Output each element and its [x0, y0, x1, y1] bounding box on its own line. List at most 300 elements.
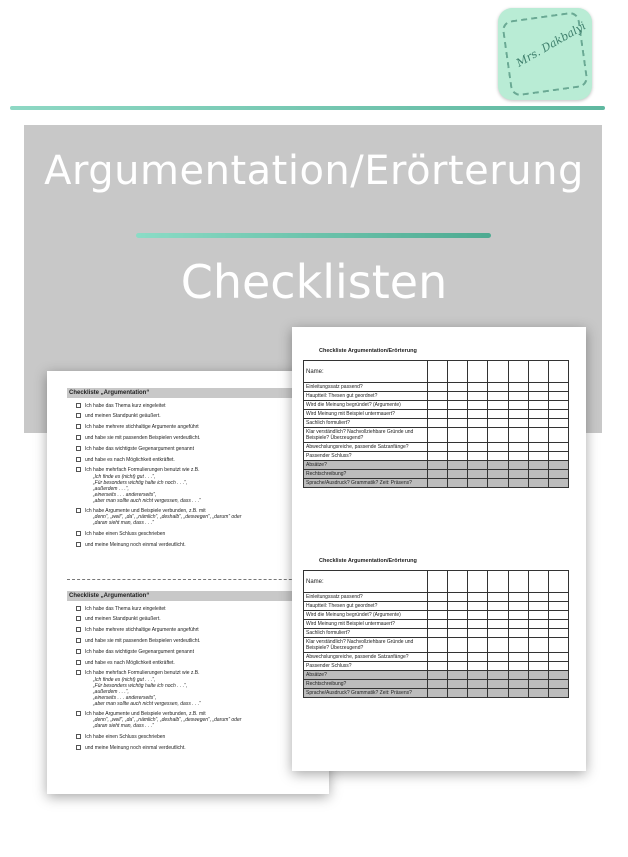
table-row	[304, 671, 569, 680]
criterion-label: Klar verständlich? Nachvollziehbare Gründe und Beispiele? Überzeugend?	[304, 638, 428, 653]
banner-title: Argumentation/Erörterung	[44, 148, 584, 194]
rating-cell[interactable]	[508, 479, 528, 488]
rating-cell[interactable]	[508, 452, 528, 461]
rating-cell[interactable]	[428, 662, 448, 671]
cut-line	[67, 579, 317, 580]
checklist-item	[67, 627, 317, 633]
rating-cell[interactable]	[508, 629, 528, 638]
rating-cell[interactable]	[548, 392, 568, 401]
rating-cell[interactable]	[528, 611, 548, 620]
checkbox[interactable]	[76, 457, 81, 462]
rating-cell[interactable]	[448, 671, 468, 680]
rating-cell[interactable]	[488, 401, 508, 410]
rating-cell[interactable]	[448, 680, 468, 689]
rating-cell[interactable]	[448, 419, 468, 428]
rating-cell[interactable]	[488, 392, 508, 401]
rating-cell[interactable]	[548, 662, 568, 671]
checkbox[interactable]	[76, 660, 81, 665]
rating-cell[interactable]	[488, 611, 508, 620]
rating-cell[interactable]	[528, 638, 548, 653]
rating-cell[interactable]	[548, 443, 568, 452]
argument-checklist-sheet	[47, 371, 329, 794]
name-label: Name:	[304, 571, 428, 593]
rating-cell[interactable]	[508, 428, 528, 443]
rating-cell[interactable]	[468, 410, 488, 419]
criterion-label: Einleitungssatz passend?	[304, 383, 428, 392]
checklist-item	[67, 745, 317, 751]
checkbox[interactable]	[76, 616, 81, 621]
example-phrase: „Für besonders wichtig halte ich noch . . .“,	[93, 479, 188, 486]
rating-cell[interactable]	[468, 361, 488, 383]
rating-cell[interactable]	[508, 620, 528, 629]
rating-cell[interactable]	[488, 653, 508, 662]
table-row	[304, 428, 569, 443]
table-row	[304, 611, 569, 620]
example-phrase: „aber man sollte auch nicht vergessen, dass . . .“	[93, 700, 201, 707]
rating-cell[interactable]	[528, 620, 548, 629]
rating-cell[interactable]	[528, 671, 548, 680]
checklist-item	[67, 638, 317, 644]
example-phrase: „Ich finde es (nicht) gut . . .“,	[93, 676, 156, 683]
banner-divider	[136, 233, 491, 238]
rating-cell[interactable]	[488, 680, 508, 689]
checklist-item-text: Ich habe das wichtigste Gegenargument genannt	[85, 445, 194, 452]
example-phrase: „außerdem . . .“,	[93, 688, 129, 695]
checklist-item	[67, 446, 317, 452]
rating-cell[interactable]	[448, 361, 468, 383]
rating-cell[interactable]	[528, 662, 548, 671]
rating-cell[interactable]	[428, 383, 448, 392]
criterion-label: Absätze?	[304, 461, 428, 470]
example-phrase: „außerdem . . .“,	[93, 485, 129, 492]
rating-cell[interactable]	[488, 452, 508, 461]
rating-cell[interactable]	[528, 401, 548, 410]
rating-cell[interactable]	[468, 629, 488, 638]
checklist-item	[67, 508, 317, 514]
checklist-item-text: und habe es nach Möglichkeit entkräftet.	[85, 456, 175, 463]
rating-cell[interactable]	[428, 638, 448, 653]
checklist-item-text: und meinen Standpunkt geäußert.	[85, 413, 161, 420]
rating-cell[interactable]	[448, 620, 468, 629]
rating-cell[interactable]	[448, 410, 468, 419]
checklist-item	[67, 711, 317, 717]
rating-cell[interactable]	[448, 629, 468, 638]
rating-cell[interactable]	[548, 602, 568, 611]
rating-cell[interactable]	[468, 470, 488, 479]
rating-cell[interactable]	[468, 653, 488, 662]
rating-cell[interactable]	[448, 662, 468, 671]
rating-cell[interactable]	[548, 401, 568, 410]
rating-cell[interactable]	[428, 629, 448, 638]
rating-cell[interactable]	[468, 383, 488, 392]
rating-cell[interactable]	[428, 671, 448, 680]
rating-cell[interactable]	[508, 593, 528, 602]
table-row	[304, 383, 569, 392]
rating-cell[interactable]	[488, 419, 508, 428]
rating-cell[interactable]	[428, 428, 448, 443]
criterion-label: Sprache/Ausdruck? Grammatik? Zeit: Präsens?	[304, 479, 428, 488]
rating-cell[interactable]	[548, 361, 568, 383]
rating-cell[interactable]	[428, 593, 448, 602]
criterion-label: Sprache/Ausdruck? Grammatik? Zeit: Präsens?	[304, 689, 428, 698]
rating-cell[interactable]	[448, 689, 468, 698]
checkbox[interactable]	[76, 542, 81, 547]
criterion-label: Rechtschreibung?	[304, 680, 428, 689]
checklist-item-text: Ich habe einen Schluss geschrieben	[85, 530, 166, 537]
example-phrase: „aber man sollte auch nicht vergessen, dass . . .“	[93, 497, 201, 504]
checklist-block	[67, 388, 317, 548]
rating-cell[interactable]	[548, 653, 568, 662]
checklist-item-text: Ich habe das Thema kurz eingeleitet	[85, 605, 166, 612]
checklist-item	[67, 531, 317, 537]
checklist-header: Checkliste „Argumentation“	[67, 388, 317, 398]
rating-cell[interactable]	[508, 410, 528, 419]
rating-cell[interactable]	[468, 479, 488, 488]
rating-cell[interactable]	[468, 620, 488, 629]
rating-cell[interactable]	[428, 452, 448, 461]
rating-cell[interactable]	[468, 671, 488, 680]
checkbox[interactable]	[76, 403, 81, 408]
rating-cell[interactable]	[468, 638, 488, 653]
checkbox[interactable]	[76, 638, 81, 643]
checklist-item	[67, 457, 317, 463]
rating-cell[interactable]	[428, 392, 448, 401]
rating-cell[interactable]	[428, 410, 448, 419]
checklist-item	[67, 435, 317, 441]
rating-cell[interactable]	[488, 638, 508, 653]
rating-cell[interactable]	[448, 653, 468, 662]
rating-cell[interactable]	[468, 689, 488, 698]
rating-cell[interactable]	[488, 689, 508, 698]
table-row	[304, 452, 569, 461]
rating-cell[interactable]	[488, 470, 508, 479]
rating-cell[interactable]	[448, 593, 468, 602]
rating-cell[interactable]	[528, 383, 548, 392]
rating-cell[interactable]	[548, 611, 568, 620]
rating-cell[interactable]	[508, 662, 528, 671]
rating-cell[interactable]	[488, 461, 508, 470]
rating-cell[interactable]	[428, 689, 448, 698]
rating-cell[interactable]	[528, 653, 548, 662]
rating-cell[interactable]	[528, 571, 548, 593]
checklist-item-text: Ich habe Argumente und Beispiele verbunden, z.B. mit	[85, 508, 206, 515]
rating-cell[interactable]	[508, 611, 528, 620]
rating-cell[interactable]	[448, 428, 468, 443]
table-row	[304, 470, 569, 479]
rating-cell[interactable]	[488, 629, 508, 638]
table-title: Checkliste Argumentation/Erörterung	[319, 348, 417, 354]
checklist-item-text: und meine Meinung noch einmal verdeutlicht.	[85, 541, 186, 548]
name-row	[304, 571, 569, 593]
rating-cell[interactable]	[488, 620, 508, 629]
criterion-label: Absätze?	[304, 671, 428, 680]
rating-cell[interactable]	[528, 689, 548, 698]
rating-cell[interactable]	[488, 428, 508, 443]
table-row	[304, 638, 569, 653]
rating-cell[interactable]	[508, 392, 528, 401]
example-phrase: „daran sieht man, dass . . .“	[93, 723, 154, 730]
checkbox[interactable]	[76, 745, 81, 750]
criterion-label: Sachlich formuliert?	[304, 629, 428, 638]
rating-cell[interactable]	[528, 452, 548, 461]
rating-cell[interactable]	[448, 638, 468, 653]
checklist-item-text: und meinen Standpunkt geäußert.	[85, 616, 161, 623]
brand-logo	[498, 8, 592, 100]
checkbox[interactable]	[76, 424, 81, 429]
table-row	[304, 593, 569, 602]
table-row	[304, 602, 569, 611]
criterion-label: Hauptteil: Thesen gut geordnet?	[304, 392, 428, 401]
rating-cell[interactable]	[508, 383, 528, 392]
criterion-label: Wird Meinung mit Beispiel untermauert?	[304, 410, 428, 419]
rating-cell[interactable]	[448, 401, 468, 410]
rating-cell[interactable]	[428, 653, 448, 662]
rating-cell[interactable]	[428, 479, 448, 488]
checklist-item-text: Ich habe mehrfach Formulierungen benutzt wie z.B.	[85, 670, 200, 677]
checkbox[interactable]	[76, 649, 81, 654]
table-row	[304, 620, 569, 629]
checklist-block	[67, 591, 317, 751]
example-phrase: „daran sieht man, dass . . .“	[93, 520, 154, 527]
table-row	[304, 410, 569, 419]
rating-cell[interactable]	[508, 470, 528, 479]
rating-cell[interactable]	[428, 443, 448, 452]
rating-cell[interactable]	[508, 419, 528, 428]
rating-cell[interactable]	[528, 392, 548, 401]
rating-cell[interactable]	[468, 593, 488, 602]
name-row	[304, 361, 569, 383]
rating-cell[interactable]	[468, 662, 488, 671]
checkbox[interactable]	[76, 413, 81, 418]
checklist-item-text: und habe es nach Möglichkeit entkräftet.	[85, 659, 175, 666]
checkbox[interactable]	[76, 531, 81, 536]
rating-cell[interactable]	[488, 361, 508, 383]
criterion-label: Sachlich formuliert?	[304, 419, 428, 428]
rating-cell[interactable]	[528, 629, 548, 638]
rating-cell[interactable]	[468, 428, 488, 443]
checkbox[interactable]	[76, 711, 81, 716]
rating-cell[interactable]	[508, 689, 528, 698]
rating-cell[interactable]	[488, 410, 508, 419]
example-phrase: „Ich finde es (nicht) gut . . .“,	[93, 473, 156, 480]
table-row	[304, 689, 569, 698]
table-row	[304, 653, 569, 662]
table-row	[304, 461, 569, 470]
criterion-label: Abwechslungsreiche, passende Satzanfänge?	[304, 443, 428, 452]
rating-cell[interactable]	[468, 611, 488, 620]
checklist-item	[67, 606, 317, 612]
rating-cell[interactable]	[528, 361, 548, 383]
rating-cell[interactable]	[468, 419, 488, 428]
rating-cell[interactable]	[488, 571, 508, 593]
rating-cell[interactable]	[448, 443, 468, 452]
rating-cell[interactable]	[428, 419, 448, 428]
rating-cell[interactable]	[548, 461, 568, 470]
rating-cell[interactable]	[528, 443, 548, 452]
top-accent-line	[10, 106, 605, 110]
rating-cell[interactable]	[508, 443, 528, 452]
checkbox[interactable]	[76, 467, 81, 472]
table-title: Checkliste Argumentation/Erörterung	[319, 558, 417, 564]
checkbox[interactable]	[76, 435, 81, 440]
rating-cell[interactable]	[548, 479, 568, 488]
rating-cell[interactable]	[528, 461, 548, 470]
rating-cell[interactable]	[528, 593, 548, 602]
rating-cell[interactable]	[508, 361, 528, 383]
table-row	[304, 392, 569, 401]
rating-cell[interactable]	[548, 419, 568, 428]
rating-cell[interactable]	[468, 452, 488, 461]
rating-cell[interactable]	[528, 479, 548, 488]
example-phrase: „einerseits . . . andererseits“,	[93, 694, 157, 701]
banner-subtitle: Checklisten	[180, 255, 448, 309]
checklist-item-text: Ich habe mehrere stichhaltige Argumente angeführt	[85, 424, 199, 431]
checkbox[interactable]	[76, 446, 81, 451]
rating-cell[interactable]	[488, 383, 508, 392]
rating-cell[interactable]	[548, 470, 568, 479]
criterion-label: Abwechslungsreiche, passende Satzanfänge?	[304, 653, 428, 662]
criterion-label: Wird die Meinung begründet? (Argumente)	[304, 401, 428, 410]
criterion-label: Rechtschreibung?	[304, 470, 428, 479]
rating-cell[interactable]	[508, 602, 528, 611]
name-label: Name:	[304, 361, 428, 383]
checklist-item	[67, 616, 317, 622]
checklist-item	[67, 660, 317, 666]
rating-cell[interactable]	[548, 571, 568, 593]
checklist-item-text: Ich habe das wichtigste Gegenargument genannt	[85, 648, 194, 655]
rating-cell[interactable]	[488, 671, 508, 680]
checklist-item-text: und meine Meinung noch einmal verdeutlicht.	[85, 744, 186, 751]
rating-cell[interactable]	[428, 680, 448, 689]
rating-cell[interactable]	[448, 383, 468, 392]
rating-cell[interactable]	[548, 410, 568, 419]
example-phrase: „einerseits . . . andererseits“,	[93, 491, 157, 498]
rating-cell[interactable]	[548, 593, 568, 602]
rating-cell[interactable]	[448, 470, 468, 479]
rating-cell[interactable]	[548, 680, 568, 689]
checklist-item-text: Ich habe mehrere stichhaltige Argumente angeführt	[85, 627, 199, 634]
rating-cell[interactable]	[428, 401, 448, 410]
rating-cell[interactable]	[468, 461, 488, 470]
table-row	[304, 419, 569, 428]
rating-cell[interactable]	[488, 662, 508, 671]
table-row	[304, 479, 569, 488]
rating-cell[interactable]	[468, 680, 488, 689]
checklist-item	[67, 734, 317, 740]
checklist-item	[67, 424, 317, 430]
example-phrase: „denn“, „weil“, „da“, „nämlich“, „deshalb“, „deswegen“, „darum“ oder	[93, 514, 242, 521]
rating-cell[interactable]	[448, 571, 468, 593]
rating-cell[interactable]	[488, 443, 508, 452]
rating-cell[interactable]	[528, 428, 548, 443]
rating-cell[interactable]	[468, 571, 488, 593]
checkbox[interactable]	[76, 508, 81, 513]
checklist-item-text: Ich habe Argumente und Beispiele verbunden, z.B. mit	[85, 711, 206, 718]
criterion-label: Klar verständlich? Nachvollziehbare Gründe und Beispiele? Überzeugend?	[304, 428, 428, 443]
checklist-item	[67, 670, 317, 676]
rating-cell[interactable]	[548, 638, 568, 653]
rating-cell[interactable]	[488, 602, 508, 611]
checklist-item-text: Ich habe mehrfach Formulierungen benutzt wie z.B.	[85, 467, 200, 474]
rating-cell[interactable]	[528, 419, 548, 428]
rating-cell[interactable]	[468, 602, 488, 611]
checkbox[interactable]	[76, 627, 81, 632]
rating-cell[interactable]	[428, 461, 448, 470]
checklist-item-text: Ich habe das Thema kurz eingeleitet	[85, 402, 166, 409]
rating-cell[interactable]	[548, 428, 568, 443]
rating-cell[interactable]	[528, 470, 548, 479]
rating-cell[interactable]	[428, 611, 448, 620]
table-row	[304, 443, 569, 452]
rating-cell[interactable]	[528, 602, 548, 611]
rating-cell[interactable]	[428, 470, 448, 479]
checkbox[interactable]	[76, 734, 81, 739]
rating-cell[interactable]	[528, 680, 548, 689]
checklist-table	[303, 570, 569, 698]
rating-cell[interactable]	[508, 571, 528, 593]
rating-cell[interactable]	[508, 461, 528, 470]
checklist-item-text: Ich habe einen Schluss geschrieben	[85, 733, 166, 740]
checkbox[interactable]	[76, 606, 81, 611]
rating-cell[interactable]	[508, 671, 528, 680]
rating-cell[interactable]	[468, 392, 488, 401]
rating-cell[interactable]	[448, 602, 468, 611]
rating-cell[interactable]	[448, 611, 468, 620]
rating-cell[interactable]	[448, 461, 468, 470]
rating-cell[interactable]	[468, 401, 488, 410]
rating-cell[interactable]	[488, 593, 508, 602]
rating-cell[interactable]	[508, 680, 528, 689]
checklist-item	[67, 467, 317, 473]
rating-cell[interactable]	[448, 479, 468, 488]
rating-cell[interactable]	[548, 689, 568, 698]
rating-cell[interactable]	[508, 638, 528, 653]
checklist-item	[67, 649, 317, 655]
checklist-item	[67, 403, 317, 409]
rating-cell[interactable]	[468, 443, 488, 452]
checkbox[interactable]	[76, 670, 81, 675]
table-row	[304, 401, 569, 410]
rating-cell[interactable]	[548, 452, 568, 461]
checklist-item	[67, 542, 317, 548]
rating-cell[interactable]	[448, 452, 468, 461]
table-row	[304, 662, 569, 671]
criterion-label: Passender Schluss?	[304, 662, 428, 671]
example-phrase: „denn“, „weil“, „da“, „nämlich“, „deshalb“, „deswegen“, „darum“ oder	[93, 717, 242, 724]
criterion-label: Hauptteil: Thesen gut geordnet?	[304, 602, 428, 611]
logo-text: Mrs. Dakbalyi	[513, 19, 589, 70]
rating-cell[interactable]	[548, 383, 568, 392]
table-row	[304, 680, 569, 689]
rating-cell[interactable]	[508, 401, 528, 410]
rating-cell[interactable]	[528, 410, 548, 419]
rating-cell[interactable]	[428, 361, 448, 383]
checklist-table	[303, 360, 569, 488]
rating-cell[interactable]	[548, 629, 568, 638]
rating-cell[interactable]	[548, 620, 568, 629]
checklist-item	[67, 413, 317, 419]
rating-cell[interactable]	[428, 620, 448, 629]
rating-cell[interactable]	[508, 653, 528, 662]
rating-cell[interactable]	[488, 479, 508, 488]
rating-cell[interactable]	[548, 671, 568, 680]
rating-cell[interactable]	[428, 571, 448, 593]
rating-cell[interactable]	[428, 602, 448, 611]
checklist-item-text: und habe sie mit passenden Beispielen verdeutlicht.	[85, 434, 201, 441]
criterion-label: Passender Schluss?	[304, 452, 428, 461]
example-phrase: „Für besonders wichtig halte ich noch . . .“,	[93, 682, 188, 689]
rating-cell[interactable]	[448, 392, 468, 401]
